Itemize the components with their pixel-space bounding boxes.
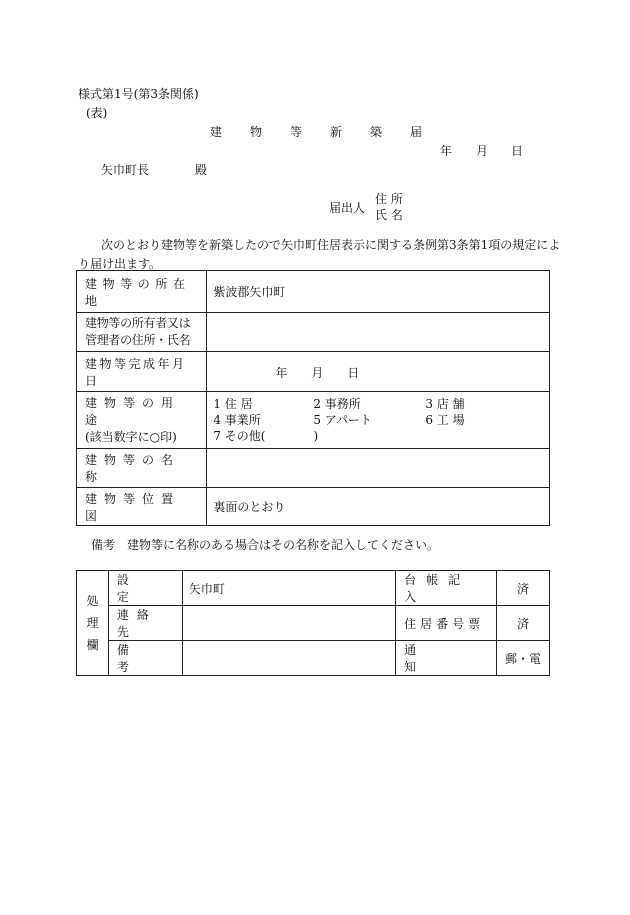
contact-label: 連絡先 (116, 608, 157, 639)
usage-option-business[interactable]: 4 事業所 (213, 412, 261, 427)
form-number: 様式第1号(第3条関係) (78, 87, 199, 101)
processing-table (76, 570, 550, 676)
usage-option-shop[interactable]: 3 店 舗 (425, 396, 465, 411)
remark-note: 備考 建物等に名称のある場合はその名称を記入してください。 (91, 538, 440, 552)
completion-day: 日 (347, 366, 360, 380)
usage-label: 建物等の用途 (85, 395, 181, 427)
usage-option-factory[interactable]: 6 工 場 (425, 412, 465, 427)
form-title-text: 建物等新築届 (210, 125, 451, 139)
setting-value[interactable]: 矢巾町 (182, 571, 395, 606)
table-row (77, 352, 550, 392)
owner-label-cell (77, 313, 207, 352)
remarks-value[interactable] (182, 641, 395, 676)
setting-label: 設定 (116, 573, 163, 604)
owner-value[interactable] (207, 313, 550, 352)
table-row (77, 641, 550, 676)
building-name-label: 建物等の名称 (85, 453, 181, 484)
completion-month: 月 (311, 366, 324, 380)
housenum-label: 住居番号票 (404, 616, 485, 631)
addressee: 矢巾町長 (101, 163, 150, 177)
housenum-value[interactable]: 済 (497, 606, 550, 641)
remarks-label-cell (108, 641, 182, 676)
map-label-cell (77, 488, 207, 526)
usage-option-office[interactable]: 2 事務所 (313, 396, 361, 411)
completion-label: 建物等完成年月日 (85, 356, 187, 388)
map-value: 裏面のとおり (207, 488, 550, 526)
table-row (77, 449, 550, 488)
table-row (77, 571, 550, 606)
table-row (77, 392, 550, 449)
owner-label-2: 管理者の住所・氏名 (85, 333, 191, 347)
table-row (77, 488, 550, 526)
processing-side-label: 処 理 欄 (77, 571, 109, 676)
location-value[interactable]: 紫波郡矢巾町 (207, 271, 550, 313)
notice-label-cell (396, 641, 497, 676)
contact-label-cell (108, 606, 182, 641)
date-day: 日 (511, 144, 524, 158)
date-month: 月 (476, 144, 489, 158)
applicant-label: 届出人 (329, 201, 366, 215)
usage-option-residence[interactable]: 1 住 居 (213, 396, 253, 411)
notice-value[interactable]: 郵・電 (497, 641, 550, 676)
usage-value[interactable] (207, 392, 550, 449)
ledger-label-cell (396, 571, 497, 606)
address-label: 住 所 (375, 192, 403, 206)
form-side: (表) (86, 106, 108, 120)
completion-year: 年 (275, 366, 288, 380)
map-label: 建物等位置図 (85, 491, 181, 523)
ledger-value[interactable]: 済 (497, 571, 550, 606)
contact-value[interactable] (182, 606, 395, 641)
building-name-value[interactable] (207, 449, 550, 488)
main-table (76, 270, 550, 526)
form-title (210, 123, 451, 140)
table-row (77, 313, 550, 352)
honorific: 殿 (195, 163, 208, 177)
name-label: 氏 名 (375, 208, 403, 222)
owner-label-1: 建物等の所有者又は (85, 316, 191, 330)
body-text-line1: 次のとおり建物等を新築したので矢巾町住居表示に関する条例第3条第1項の規定によ (101, 238, 561, 252)
table-row (77, 271, 550, 313)
usage-option-apartment[interactable]: 5 アパート (313, 412, 372, 427)
table-row (77, 606, 550, 641)
completion-value[interactable] (207, 352, 550, 392)
usage-note: (該当数字に○印) (85, 429, 177, 444)
date-year: 年 (440, 144, 453, 158)
remarks-label: 備考 (116, 643, 163, 674)
notice-label: 通知 (404, 643, 473, 674)
setting-label-cell (108, 571, 182, 606)
body-text-line2: り届け出ます。 (78, 257, 162, 271)
location-label: 建物等の所在地 (85, 276, 191, 308)
ledger-label: 台帳記入 (404, 573, 471, 604)
completion-label-cell (77, 352, 207, 392)
usage-option-other[interactable]: 7 その他( ) (213, 428, 319, 443)
housenum-label-cell (396, 606, 497, 641)
usage-label-cell (77, 392, 207, 449)
building-name-label-cell (77, 449, 207, 488)
location-label-cell (77, 271, 207, 313)
